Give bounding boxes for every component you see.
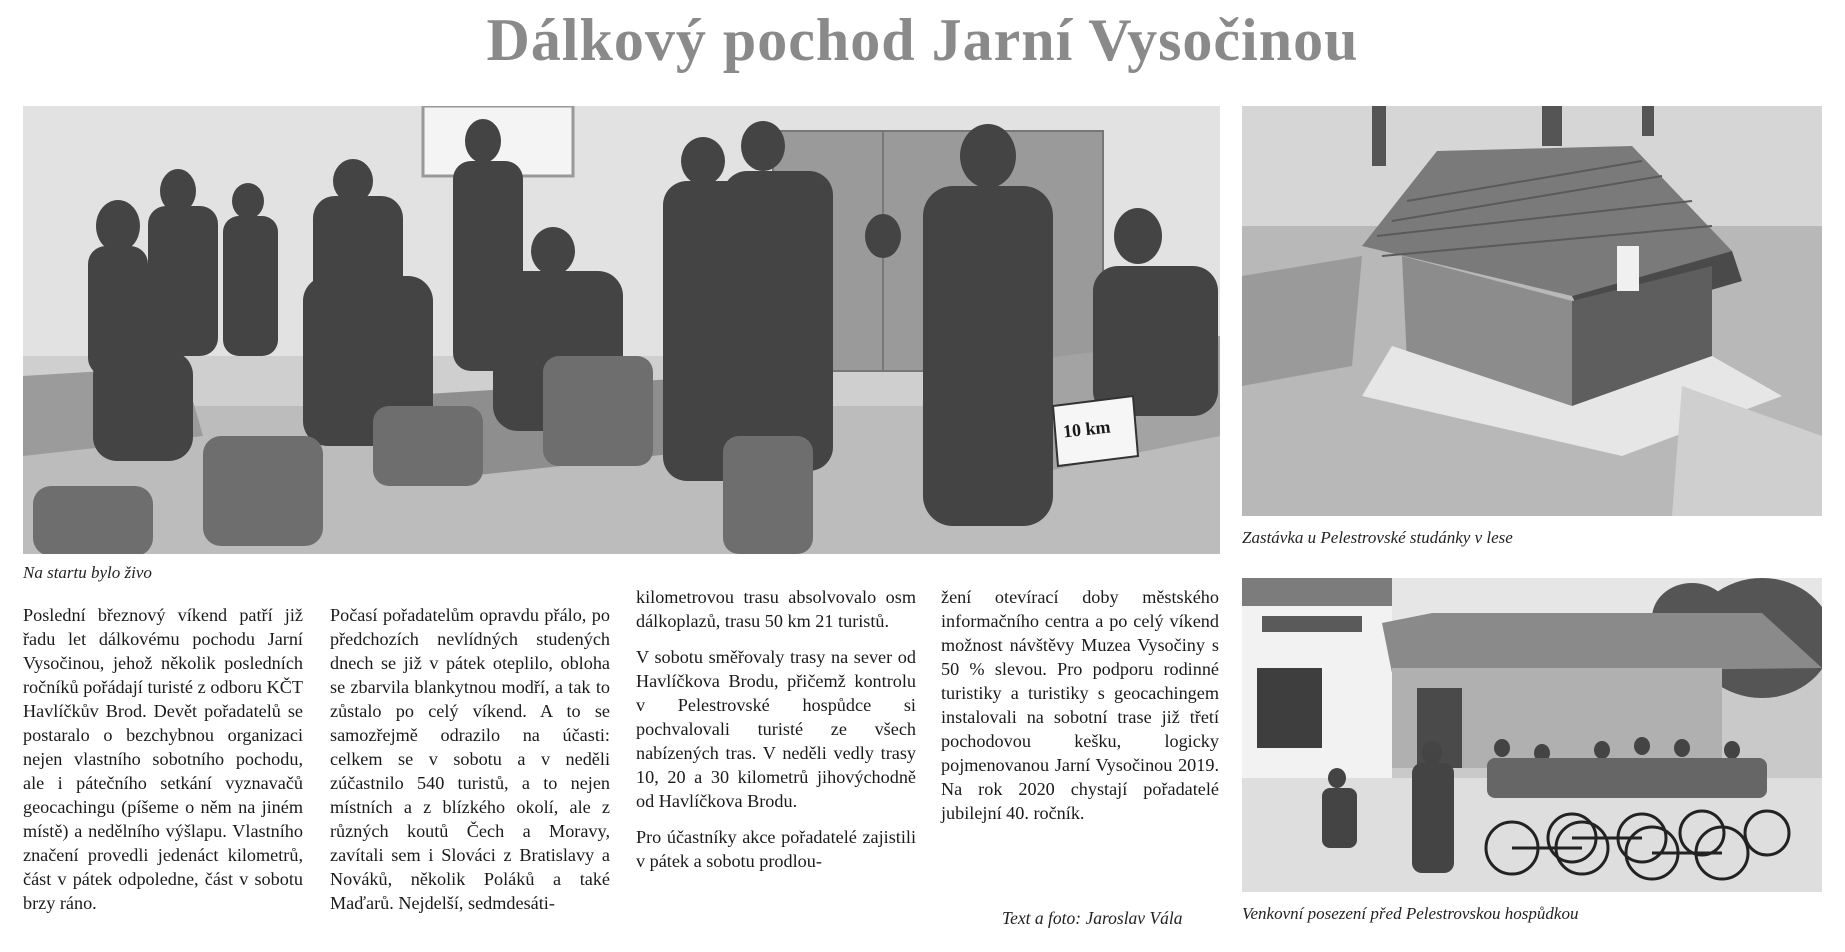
text-column-3: [636, 585, 916, 873]
text-column-2: [330, 603, 610, 915]
start-photo-caption: Na startu bylo živo: [23, 563, 152, 582]
paragraph: Pro účastníky akce pořadatelé zajistili v pátek a sobotu prodlou-: [636, 827, 916, 871]
text-column-1: [23, 603, 303, 915]
spring-photo-caption: Zastávka u Pelestrovské studánky v lese: [1242, 528, 1513, 547]
paragraph: Počasí pořadatelům opravdu přálo, po předchozích nevlídných studených dnech se již v pátek oteplilo, obloha se zbarvila blankytnou modří, a tak to zůstalo po celý víkend. A to se samozřejmě odrazilo na účasti: celkem se v sobotu a v neděli zúčastnilo 540 turistů, a to nejen místních a z blízkého okolí, ale z různých koutů Čech a Moravy, zavítali sem i Slováci z Bratislavy a Nováků, několik Poláků a také Maďarů. Nejdelší, sedmdesáti-: [330, 605, 610, 913]
paragraph: V sobotu směřovaly trasy na sever od Havlíčkova Brodu, přičemž kontrolu v Pelestrovské hospůdce si pochvalovali turisté ze všech nabízených tras. V neděli vedly trasy 10, 20 a 30 kilometrů jihovýchodně od Havlíčkova Brodu.: [636, 647, 916, 811]
pub-photo-caption: Venkovní posezení před Pelestrovskou hospůdkou: [1242, 904, 1579, 923]
paragraph: Poslední březnový víkend patří již řadu let dálkovému pochodu Jarní Vysočinou, jehož několik posledních ročníků pořádají turisté z odboru KČT Havlíčkův Brod. Devět pořadatelů se postaralo o bezchybnou organizaci nejen vlastního sobotního pochodu, ale i pátečního setkání vyznavačů geocachingu (píšeme o něm na jiném místě) a nedělního výšlapu. Vlastního značení provedli jedenáct kilometrů, část v pátek odpoledne, část v sobotu brzy ráno.: [23, 605, 303, 913]
paragraph: kilometrovou trasu absolvovalo osm dálkoplazů, trasu 50 km 21 turistů.: [636, 587, 916, 631]
text-column-4: [941, 585, 1219, 825]
paragraph: žení otevírací doby městského informačního centra a po celý víkend možnost návštěvy Muzea Vysočiny s 50 % slevou. Pro podporu rodinné turistiky a turistiky s geocachingem instalovali na sobotní trase již třetí pochodovou kešku, logicky pojmenovanou Jarní Vysočinou 2019. Na rok 2020 chystají pořadatelé jubilejní 40. ročník.: [941, 587, 1219, 823]
spring-photo: [1242, 106, 1822, 516]
pub-photo: [1242, 578, 1822, 892]
sign-10km: 10 km: [1062, 416, 1112, 442]
article-title: Dálkový pochod Jarní Vysočinou: [486, 7, 1359, 73]
start-photo: [23, 106, 1220, 554]
article-credit: Text a foto: Jaroslav Vála: [1002, 908, 1183, 928]
